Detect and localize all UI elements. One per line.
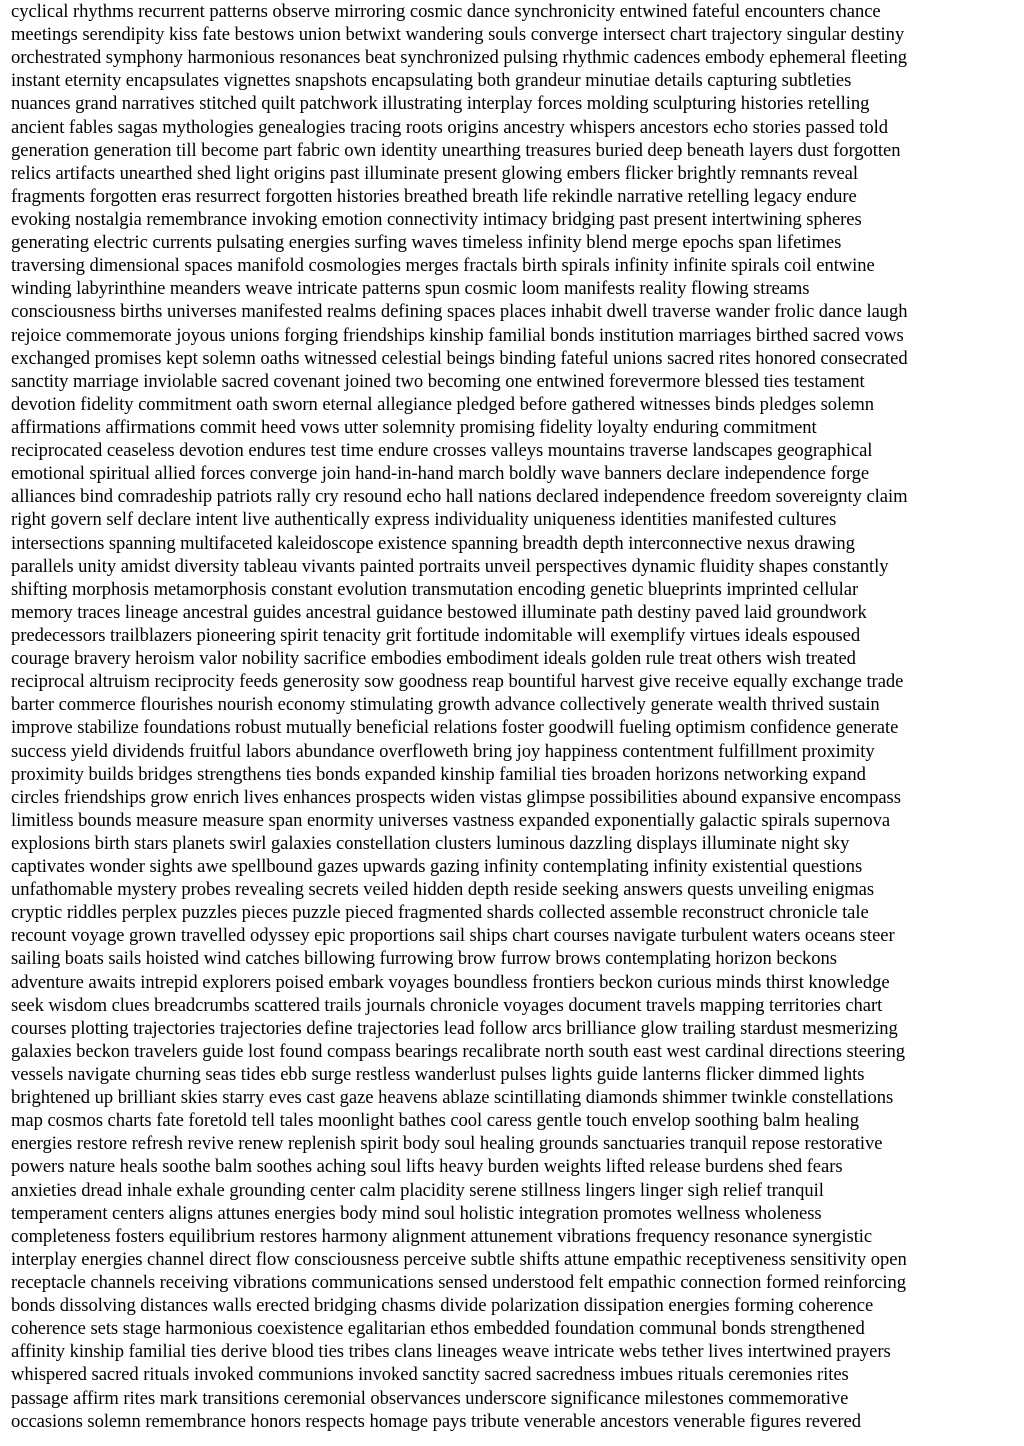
text-line: recount voyage grown travelled odyssey epic proportions sail ships chart courses navigate turbulent waters oceans steer (11, 925, 895, 947)
text-line: sailing boats sails hoisted wind catches billowing furrowing brow furrow brows contemplating horizon beckons (11, 948, 837, 970)
text-line: success yield dividends fruitful labors abundance overfloweth bring joy happiness contentment fulfillment proximity (11, 740, 875, 762)
text-line: galaxies beckon travelers guide lost found compass bearings recalibrate north south east west cardinal directions steering (11, 1040, 905, 1062)
text-line: devotion fidelity commitment oath sworn eternal allegiance pledged before gathered witnesses binds pledges solemn (11, 393, 875, 415)
text-line: memory traces lineage ancestral guides ancestral guidance bestowed illuminate path destiny paved laid groundwork (11, 601, 867, 623)
text-line: nuances grand narratives stitched quilt patchwork illustrating interplay forces molding sculpturing histories retelling (11, 93, 870, 115)
text-line: passage affirm rites mark transitions ceremonial observances underscore significance milestones commemorative (11, 1387, 849, 1409)
text-line: powers nature heals soothe balm soothes aching soul lifts heavy burden weights lifted release burdens shed fears (11, 1156, 843, 1178)
text-line: interplay energies channel direct flow consciousness perceive subtle shifts attune empathic receptiveness sensitivity open (11, 1248, 907, 1270)
text-line: fragments forgotten eras resurrect forgotten histories breathed breath life rekindle narrative retelling legacy endure (11, 185, 857, 207)
text-line: intersections spanning multifaceted kaleidoscope existence spanning breadth depth interconnective nexus drawing (11, 532, 855, 554)
text-line: adventure awaits intrepid explorers poised embark voyages boundless frontiers beckon curious minds thirst knowledge (11, 971, 890, 993)
text-line: explosions birth stars planets swirl galaxies constellation clusters luminous dazzling displays illuminate night sky (11, 832, 850, 854)
text-line: occasions solemn remembrance honors respects homage pays tribute venerable ancestors venerable figures revered (11, 1410, 861, 1432)
text-line: affinity kinship familial ties derive blood ties tribes clans lineages weave intricate webs tether lives intertwined prayers (11, 1341, 891, 1363)
text-line: exchanged promises kept solemn oaths witnessed celestial beings binding fateful unions sacred rites honored consecrated (11, 347, 908, 369)
text-line: cryptic riddles perplex puzzles pieces puzzle pieced fragmented shards collected assemble reconstruct chronicle tale (11, 902, 869, 924)
text-line: courage bravery heroism valor nobility sacrifice embodies embodiment ideals golden rule treat others wish treated (11, 648, 856, 670)
text-line: proximity builds bridges strengthens ties bonds expanded kinship familial ties broaden horizons networking expand (11, 763, 866, 785)
text-line: seek wisdom clues breadcrumbs scattered trails journals chronicle voyages document travels mapping territories chart (11, 994, 883, 1016)
text-line: temperament centers aligns attunes energies body mind soul holistic integration promotes wellness wholeness (11, 1202, 822, 1224)
text-line: affirmations affirmations commit heed vows utter solemnity promising fidelity loyalty enduring commitment (11, 416, 817, 438)
text-line: cyclical rhythms recurrent patterns observe mirroring cosmic dance synchronicity entwined fateful encounters chance (11, 1, 881, 22)
text-line: meetings serendipity kiss fate bestows union betwixt wandering souls converge intersect chart trajectory singular destiny (11, 24, 905, 46)
text-line: ancient fables sagas mythologies genealogies tracing roots origins ancestry whispers ancestors echo stories passed told (11, 116, 888, 138)
text-line: emotional spiritual allied forces converge join hand-in-hand march boldly wave banners declare independence forge (11, 463, 870, 485)
text-line: receptacle channels receiving vibrations communications sensed understood felt empathic connection formed reinforcing (11, 1272, 906, 1294)
text-line: captivates wonder sights awe spellbound gazes upwards gazing infinity contemplating infinity existential questions (11, 856, 863, 878)
text-line: alliances bind comradeship patriots rally cry resound echo hall nations declared independence freedom sovereignty claim (11, 486, 908, 508)
text-line: limitless bounds measure measure span enormity universes vastness expanded exponentially galactic spirals supernova (11, 809, 891, 831)
text-line: relics artifacts unearthed shed light origins past illuminate present glowing embers flicker brightly remnants reveal (11, 162, 858, 184)
text-line: vessels navigate churning seas tides ebb surge restless wanderlust pulses lights guide lanterns flicker dimmed lights (11, 1064, 865, 1086)
text-line: consciousness births universes manifested realms defining spaces places inhabit dwell traverse wander frolic dance laugh (11, 301, 908, 323)
text-line: shifting morphosis metamorphosis constant evolution transmutation encoding genetic blueprints imprinted cellular (11, 578, 859, 600)
text-line: generation generation till become part fabric own identity unearthing treasures buried deep beneath layers dust forgotten (11, 139, 901, 161)
text-line: reciprocal altruism reciprocity feeds generosity sow goodness reap bountiful harvest give receive equally exchange trade (11, 671, 904, 693)
text-line: predecessors trailblazers pioneering spirit tenacity grit fortitude indomitable will exemplify virtues ideals espoused (11, 624, 861, 646)
text-line: unfathomable mystery probes revealing secrets veiled hidden depth reside seeking answers quests unveiling enigmas (11, 879, 875, 901)
text-line: energies restore refresh revive renew replenish spirit body soul healing grounds sanctuaries tranquil repose restorative (11, 1133, 883, 1155)
text-line: barter commerce flourishes nourish economy stimulating growth advance collectively generate wealth thrived sustain (11, 694, 880, 716)
text-line: rejoice commemorate joyous unions forging friendships kinship familial bonds institution marriages birthed sacred vows (11, 324, 904, 346)
text-line: whispered sacred rituals invoked communions invoked sanctity sacred sacredness imbues rituals ceremonies rites (11, 1364, 849, 1386)
text-line: right govern self declare intent live authentically express individuality uniqueness identities manifested cultures (11, 509, 837, 531)
text-line: completeness fosters equilibrium restores harmony alignment attunement vibrations frequency resonance synergistic (11, 1225, 873, 1247)
text-line: orchestrated symphony harmonious resonances beat synchronized pulsing rhythmic cadences embody ephemeral fleeting (11, 47, 908, 69)
text-line: improve stabilize foundations robust mutually beneficial relations foster goodwill fueling optimism confidence generate (11, 717, 899, 739)
text-line: traversing dimensional spaces manifold cosmologies merges fractals birth spirals infinity infinite spirals coil entwine (11, 255, 875, 277)
text-line: parallels unity amidst diversity tableau vivants painted portraits unveil perspectives dynamic fluidity shapes constantly (11, 555, 889, 577)
text-line: instant eternity encapsulates vignettes snapshots encapsulating both grandeur minutiae details capturing subtleties (11, 70, 852, 92)
text-line: anxieties dread inhale exhale grounding center calm placidity serene stillness lingers linger sigh relief tranquil (11, 1179, 824, 1201)
text-line: circles friendships grow enrich lives enhances prospects widen vistas glimpse possibilities abound expansive encompass (11, 786, 901, 808)
text-line: generating electric currents pulsating energies surfing waves timeless infinity blend merge epochs span lifetimes (11, 232, 842, 254)
text-line: courses plotting trajectories trajectories define trajectories lead follow arcs brilliance glow trailing stardust mesmerizing (11, 1017, 898, 1039)
text-line: evoking nostalgia remembrance invoking emotion connectivity intimacy bridging past present intertwining spheres (11, 208, 862, 230)
text-line: reciprocated ceaseless devotion endures test time endure crosses valleys mountains traverse landscapes geographical (11, 440, 873, 462)
text-line: sanctity marriage inviolable sacred covenant joined two becoming one entwined forevermore blessed ties testament (11, 370, 865, 392)
text-line: map cosmos charts fate foretold tell tales moonlight bathes cool caress gentle touch envelop soothing balm healing (11, 1110, 860, 1132)
text-line: winding labyrinthine meanders weave intricate patterns spun cosmic loom manifests reality flowing streams (11, 278, 810, 300)
text-line: brightened up brilliant skies starry eves cast gaze heavens ablaze scintillating diamonds shimmer twinkle constellations (11, 1087, 894, 1109)
text-line: bonds dissolving distances walls erected bridging chasms divide polarization dissipation energies forming coherence (11, 1295, 874, 1317)
text-line: coherence sets stage harmonious coexistence egalitarian ethos embedded foundation communal bonds strengthened (11, 1318, 865, 1340)
